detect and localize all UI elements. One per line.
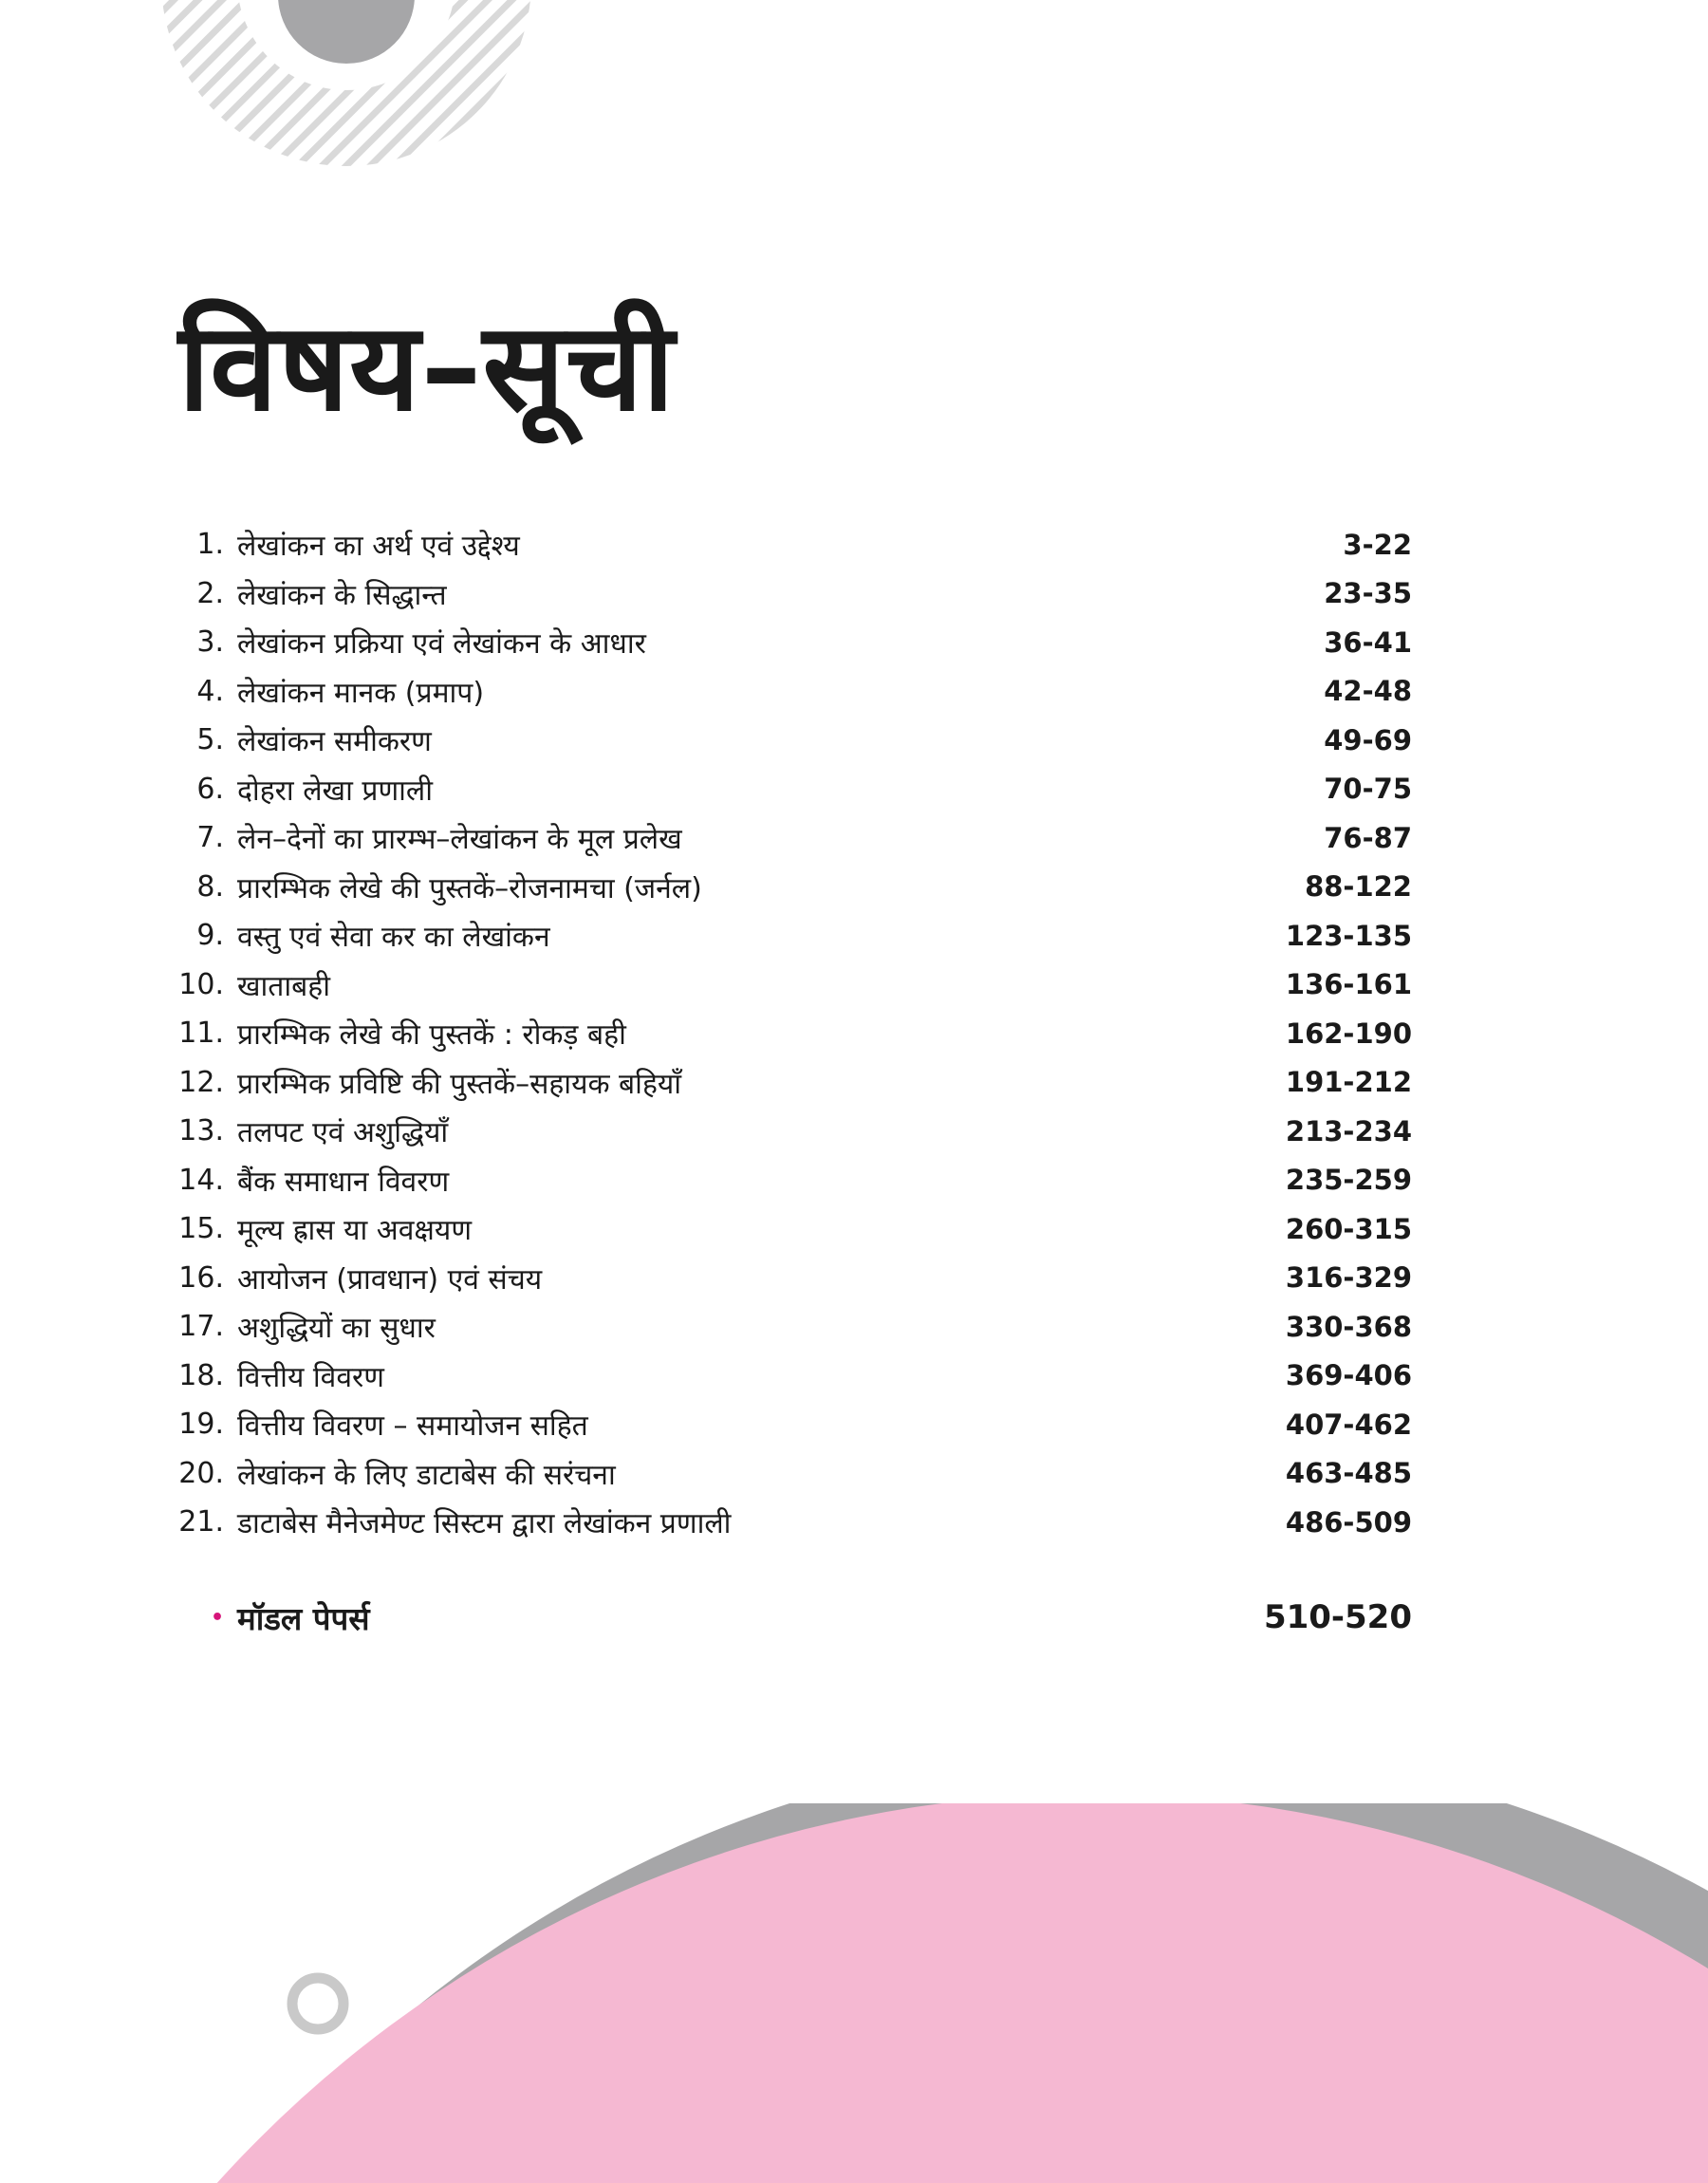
- toc-entry[interactable]: [178, 618, 1412, 667]
- toc-entry-title: वित्तीय विवरण: [237, 1360, 384, 1394]
- toc-entry-number: 21.: [178, 1505, 224, 1539]
- toc-entry[interactable]: [178, 1156, 1412, 1205]
- toc-entry-number: 9.: [196, 919, 224, 953]
- toc-entry-number: 5.: [196, 723, 224, 757]
- toc-entry-pages: 162-190: [1285, 1017, 1412, 1050]
- toc-entry[interactable]: [178, 813, 1412, 863]
- toc-entry-title: लेन–देनों का प्रारम्भ–लेखांकन के मूल प्रलेख: [237, 823, 682, 857]
- toc-entry[interactable]: [178, 520, 1412, 569]
- toc-entry-number: 1.: [196, 528, 224, 562]
- model-papers-label: मॉडल पेपर्स: [237, 1599, 370, 1637]
- toc-entry-title: दोहरा लेखा प्रणाली: [237, 774, 434, 808]
- toc-entry-pages: 407-462: [1285, 1408, 1412, 1441]
- toc-entry-number: 4.: [196, 674, 224, 708]
- bullet-icon: •: [210, 1605, 224, 1630]
- toc-entry-title: बैंक समाधान विवरण: [237, 1165, 450, 1199]
- toc-entry[interactable]: [178, 1009, 1412, 1058]
- toc-entry-title: खाताबही: [237, 969, 331, 1003]
- toc-entry-title: तलपट एवं अशुद्धियाँ: [237, 1116, 449, 1150]
- bottom-decoration: [0, 1803, 1708, 2183]
- toc-entry-pages: 136-161: [1285, 968, 1412, 1001]
- model-papers-row[interactable]: [178, 1591, 1412, 1644]
- toc-entry[interactable]: [178, 911, 1412, 961]
- toc-entry-number: 11.: [178, 1017, 224, 1051]
- toc-entry-title: अशुद्धियों का सुधार: [237, 1312, 436, 1346]
- toc-entry-title: लेखांकन प्रक्रिया एवं लेखांकन के आधार: [237, 627, 646, 662]
- toc-entry-title: लेखांकन समीकरण: [237, 725, 432, 759]
- toc-entry-pages: 70-75: [1324, 773, 1412, 806]
- toc-entry-title: लेखांकन मानक (प्रमाप): [237, 676, 485, 710]
- toc-entry-pages: 49-69: [1324, 723, 1412, 756]
- toc-entry-pages: 369-406: [1285, 1359, 1412, 1392]
- toc-entry[interactable]: [178, 1302, 1412, 1352]
- toc-entry[interactable]: [178, 569, 1412, 619]
- toc-entry-pages: 213-234: [1285, 1114, 1412, 1147]
- toc-entry-pages: 316-329: [1285, 1261, 1412, 1295]
- toc-entry[interactable]: [178, 1058, 1412, 1108]
- toc-entry[interactable]: [178, 1204, 1412, 1254]
- toc-entry-number: 2.: [196, 576, 224, 610]
- toc-entry-number: 12.: [178, 1065, 224, 1099]
- top-decoration: [0, 0, 569, 190]
- toc-entry-number: 17.: [178, 1310, 224, 1344]
- toc-entry-pages: 486-509: [1285, 1505, 1412, 1539]
- toc-entry-title: प्रारम्भिक लेखे की पुस्तकें : रोकड़ बही: [237, 1018, 626, 1053]
- toc-entry-pages: 463-485: [1285, 1457, 1412, 1490]
- table-of-contents: [178, 520, 1412, 1547]
- toc-entry[interactable]: [178, 765, 1412, 814]
- toc-entry[interactable]: [178, 1107, 1412, 1156]
- toc-entry-title: लेखांकन के सिद्धान्त: [237, 578, 447, 612]
- toc-entry-pages: 260-315: [1285, 1212, 1412, 1245]
- toc-entry-pages: 3-22: [1343, 528, 1412, 561]
- toc-entry-title: लेखांकन के लिए डाटाबेस की सरंचना: [237, 1458, 616, 1492]
- toc-entry-title: वित्तीय विवरण – समायोजन सहित: [237, 1409, 588, 1444]
- toc-entry-number: 20.: [178, 1456, 224, 1490]
- toc-entry-pages: 330-368: [1285, 1310, 1412, 1343]
- toc-entry-title: डाटाबेस मैनेजमेण्ट सिस्टम द्वारा लेखांकन प्रणाली: [237, 1507, 732, 1541]
- toc-entry-number: 15.: [178, 1212, 224, 1246]
- toc-entry-number: 18.: [178, 1358, 224, 1392]
- toc-entry-pages: 36-41: [1324, 625, 1412, 659]
- toc-entry[interactable]: [178, 716, 1412, 765]
- toc-entry-title: प्रारम्भिक लेखे की पुस्तकें–रोजनामचा (जर्नल): [237, 871, 702, 905]
- toc-entry-title: आयोजन (प्रावधान) एवं संचय: [237, 1262, 543, 1297]
- toc-entry-pages: 123-135: [1285, 919, 1412, 952]
- toc-entry-title: प्रारम्भिक प्रविष्टि की पुस्तकें–सहायक बहियाँ: [237, 1067, 682, 1101]
- toc-entry-number: 3.: [196, 625, 224, 660]
- toc-entry[interactable]: [178, 667, 1412, 717]
- toc-entry-pages: 42-48: [1324, 675, 1412, 708]
- toc-entry-pages: 235-259: [1285, 1164, 1412, 1197]
- toc-entry-pages: 23-35: [1324, 577, 1412, 610]
- toc-entry-pages: 191-212: [1285, 1066, 1412, 1099]
- toc-entry-number: 7.: [196, 821, 224, 855]
- toc-entry[interactable]: [178, 1449, 1412, 1499]
- toc-entry-title: वस्तु एवं सेवा कर का लेखांकन: [237, 921, 550, 955]
- toc-entry-number: 16.: [178, 1260, 224, 1295]
- toc-entry-title: मूल्य ह्रास या अवक्षयण: [237, 1214, 473, 1248]
- toc-entry-number: 14.: [178, 1163, 224, 1197]
- toc-entry-pages: 88-122: [1305, 870, 1412, 904]
- toc-entry-number: 6.: [196, 772, 224, 806]
- model-papers-pages: 510-520: [1263, 1598, 1412, 1636]
- toc-entry-pages: 76-87: [1324, 821, 1412, 854]
- page-title: विषय–सूची: [178, 297, 676, 438]
- toc-entry-number: 13.: [178, 1114, 224, 1148]
- toc-entry[interactable]: [178, 1254, 1412, 1303]
- toc-entry-number: 10.: [178, 967, 224, 1001]
- toc-entry-number: 19.: [178, 1408, 224, 1442]
- toc-entry[interactable]: [178, 961, 1412, 1010]
- toc-entry-title: लेखांकन का अर्थ एवं उद्देश्य: [237, 530, 520, 564]
- toc-entry[interactable]: [178, 1498, 1412, 1547]
- toc-entry[interactable]: [178, 1400, 1412, 1449]
- toc-entry-number: 8.: [196, 869, 224, 904]
- toc-entry[interactable]: [178, 863, 1412, 912]
- toc-entry[interactable]: [178, 1352, 1412, 1401]
